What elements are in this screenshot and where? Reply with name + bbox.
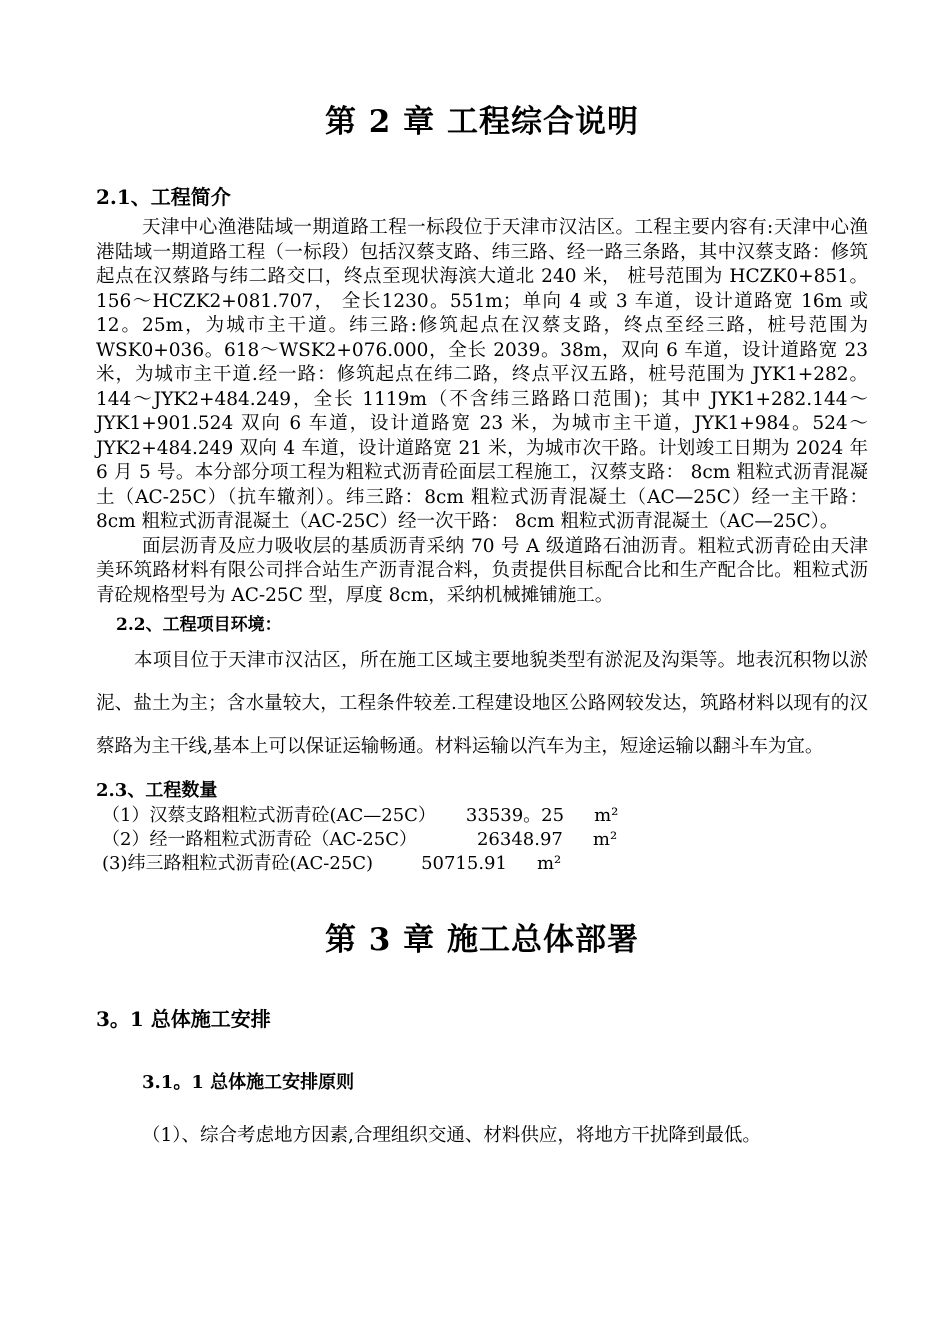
quantity-item-value: 50715.91 — [421, 853, 507, 874]
quantity-item-unit: m² — [592, 829, 618, 850]
quantity-item-label: （1）汉蔡支路粗粒式沥青砼(AC—25C） — [102, 805, 436, 826]
quantity-item — [102, 828, 868, 852]
quantity-item-label: （2）经一路粗粒式沥青砼（AC-25C） — [102, 829, 417, 850]
section-2-1-paragraph-2: 面层沥青及应力吸收层的基质沥青采纳 70 号 A 级道路石油沥青。粗粒式沥青砼由天津美环筑路材料有限公司拌合站生产沥青混合料，负责提供目标配合比和生产配合比。粗粒式沥青砼规格型号为 AC-25C 型，厚度 8cm，采纳机械摊铺施工。 — [96, 535, 868, 606]
section-2-2-paragraph: 本项目位于天津市汉沽区，所在施工区域主要地貌类型有淤泥及沟渠等。地表沉积物以淤泥、盐土为主；含水量较大，工程条件较差.工程建设地区公路网较发达，筑路材料以现有的汉蔡路为主干线,基本上可以保证运输畅通。材料运输以汽车为主，短途运输以翻斗车为宜。 — [96, 650, 868, 757]
section-3-1-heading: 3。1 总体施工安排 — [96, 1007, 271, 1031]
chapter-2-title: 第 2 章 工程综合说明 — [325, 104, 639, 140]
section-3-1-1-heading: 3.1。1 总体施工安排原则 — [142, 1072, 355, 1093]
chapter-3-title: 第 3 章 施工总体部署 — [325, 922, 639, 958]
section-2-3-heading: 2.3、工程数量 — [96, 780, 218, 801]
quantity-list — [96, 804, 868, 876]
section-2-1-paragraph-1: 天津中心渔港陆域一期道路工程一标段位于天津市汉沽区。工程主要内容有:天津中心渔港陆域一期道路工程（一标段）包括汉蔡支路、纬三路、经一路三条路，其中汉蔡支路：修筑起点在汉蔡路与纬二路交口，终点至现状海滨大道北 240 米， 桩号范围为 HCZK0+851。 156～HCZK2+081.707， 全长1230。551m；单向 4 或 3 车道，设计道路宽 16m 或 12。25m，为城市主干道。纬三路:修筑起点在汉蔡支路，终点至经三路，桩号范围为 WSK0+036。618～WSK2+076.000，全长 2039。38m，双向 6 车道，设计道路宽 23 米，为城市主干道.经一路：修筑起点在纬二路，终点平汉五路，桩号范围为 JYK1+282。144～JYK2+484.249，全长 1119m（不含纬三路路口范围)；其中 JYK1+282.144～JYK1+901.524 双向 6 车道，设计道路宽 23 米，为城市主干道，JYK1+984。524～JYK2+484.249 双向 4 车道，设计道路宽 21 米，为城市次干路。计划竣工日期为 2024 年 6 月 5 号。本分部分项工程为粗粒式沥青砼面层工程施工，汉蔡支路： 8cm 粗粒式沥青混凝土（AC-25C）（抗车辙剂）。纬三路：8cm 粗粒式沥青混凝土（AC—25C）经一主干路： 8cm 粗粒式沥青混凝土（AC-25C）经一次干路： 8cm 粗粒式沥青混凝土（AC—25C）。 — [96, 217, 868, 532]
quantity-item-unit: m² — [536, 853, 562, 874]
quantity-item — [102, 852, 868, 876]
section-3-1-1-paragraph: （1）、综合考虑地方因素,合理组织交通、材料供应，将地方干扰降到最低。 — [142, 1125, 761, 1146]
quantity-item — [102, 804, 868, 828]
quantity-item-value: 26348.97 — [476, 829, 563, 850]
quantity-item-value: 33539。25 — [465, 805, 565, 826]
section-2-2-heading: 2.2、工程项目环境： — [116, 615, 282, 635]
quantity-item-unit: m² — [594, 805, 619, 826]
section-2-1-heading: 2.1、工程简介 — [96, 185, 231, 209]
quantity-item-label: (3)纬三路粗粒式沥青砼(AC-25C) — [102, 853, 374, 874]
